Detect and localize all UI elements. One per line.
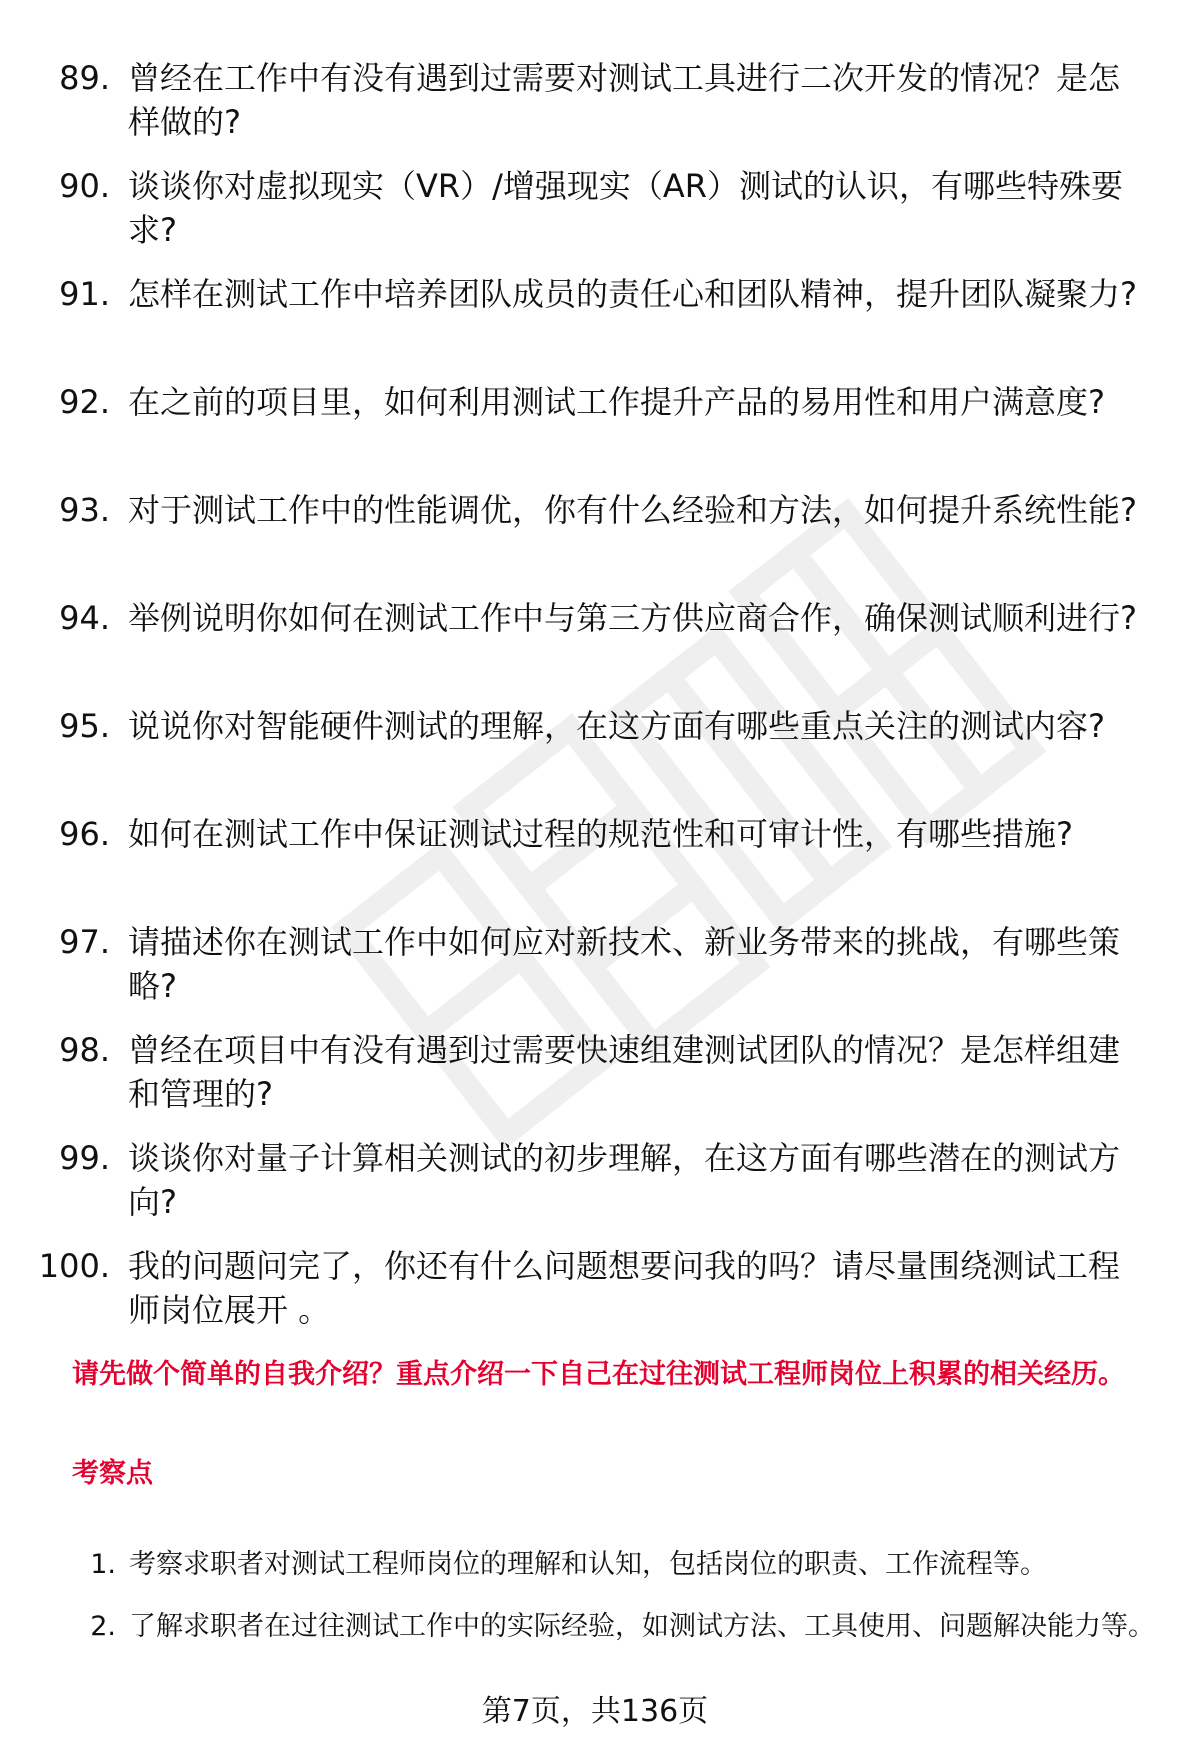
question-text: 对于测试工作中的性能调优，你有什么经验和方法，如何提升系统性能? bbox=[128, 491, 1137, 529]
question-text: 我的问题问完了，你还有什么问题想要问我的吗？请尽量围绕测试工程师岗位展开 。 bbox=[128, 1247, 1121, 1329]
question-number: 98. bbox=[59, 1031, 110, 1069]
question-item bbox=[0, 264, 1190, 372]
highlighted-question: 请先做个简单的自我介绍？重点介绍一下自己在过往测试工程师岗位上积累的相关经历。 bbox=[72, 1359, 1125, 1390]
question-number: 89. bbox=[59, 59, 110, 97]
question-item bbox=[0, 372, 1190, 480]
section-heading: 考察点 bbox=[72, 1458, 153, 1489]
question-text: 谈谈你对量子计算相关测试的初步理解，在这方面有哪些潜在的测试方向? bbox=[128, 1139, 1121, 1221]
assessment-point bbox=[0, 1535, 1190, 1597]
question-item bbox=[0, 1020, 1190, 1128]
question-item bbox=[0, 1236, 1190, 1344]
page-footer: 第7页，共136页 bbox=[481, 1694, 709, 1729]
question-text: 如何在测试工作中保证测试过程的规范性和可审计性，有哪些措施? bbox=[128, 815, 1073, 853]
question-number: 94. bbox=[59, 599, 110, 637]
point-text: 了解求职者在过往测试工作中的实际经验，如测试方法、工具使用、问题解决能力等。 bbox=[129, 1611, 1155, 1642]
question-number: 95. bbox=[59, 707, 110, 745]
question-number: 96. bbox=[59, 815, 110, 853]
question-text: 举例说明你如何在测试工作中与第三方供应商合作，确保测试顺利进行? bbox=[128, 599, 1137, 637]
question-item bbox=[0, 696, 1190, 804]
point-number: 1. bbox=[90, 1549, 116, 1580]
question-item bbox=[0, 1128, 1190, 1236]
question-list bbox=[0, 48, 1190, 1344]
question-item bbox=[0, 48, 1190, 156]
point-text: 考察求职者对测试工程师岗位的理解和认知，包括岗位的职责、工作流程等。 bbox=[129, 1549, 1047, 1580]
question-number: 100. bbox=[38, 1247, 110, 1285]
question-text: 怎样在测试工作中培养团队成员的责任心和团队精神，提升团队凝聚力? bbox=[128, 275, 1137, 313]
question-item bbox=[0, 804, 1190, 912]
question-text: 曾经在项目中有没有遇到过需要快速组建测试团队的情况？是怎样组建和管理的? bbox=[128, 1031, 1121, 1113]
question-number: 91. bbox=[59, 275, 110, 313]
question-text: 在之前的项目里，如何利用测试工作提升产品的易用性和用户满意度? bbox=[128, 383, 1105, 421]
assessment-points bbox=[0, 1535, 1190, 1642]
question-text: 谈谈你对虚拟现实（VR）/增强现实（AR）测试的认识，有哪些特殊要求? bbox=[128, 167, 1124, 249]
question-number: 92. bbox=[59, 383, 110, 421]
question-item bbox=[0, 156, 1190, 264]
question-number: 97. bbox=[59, 923, 110, 961]
question-item bbox=[0, 912, 1190, 1020]
question-text: 曾经在工作中有没有遇到过需要对测试工具进行二次开发的情况？是怎样做的? bbox=[128, 59, 1121, 141]
question-text: 请描述你在测试工作中如何应对新技术、新业务带来的挑战，有哪些策略? bbox=[128, 923, 1121, 1005]
question-text: 说说你对智能硬件测试的理解，在这方面有哪些重点关注的测试内容? bbox=[128, 707, 1105, 745]
question-item bbox=[0, 588, 1190, 696]
question-number: 93. bbox=[59, 491, 110, 529]
question-number: 90. bbox=[59, 167, 110, 205]
point-number: 2. bbox=[90, 1611, 116, 1642]
question-number: 99. bbox=[59, 1139, 110, 1177]
question-item bbox=[0, 480, 1190, 588]
